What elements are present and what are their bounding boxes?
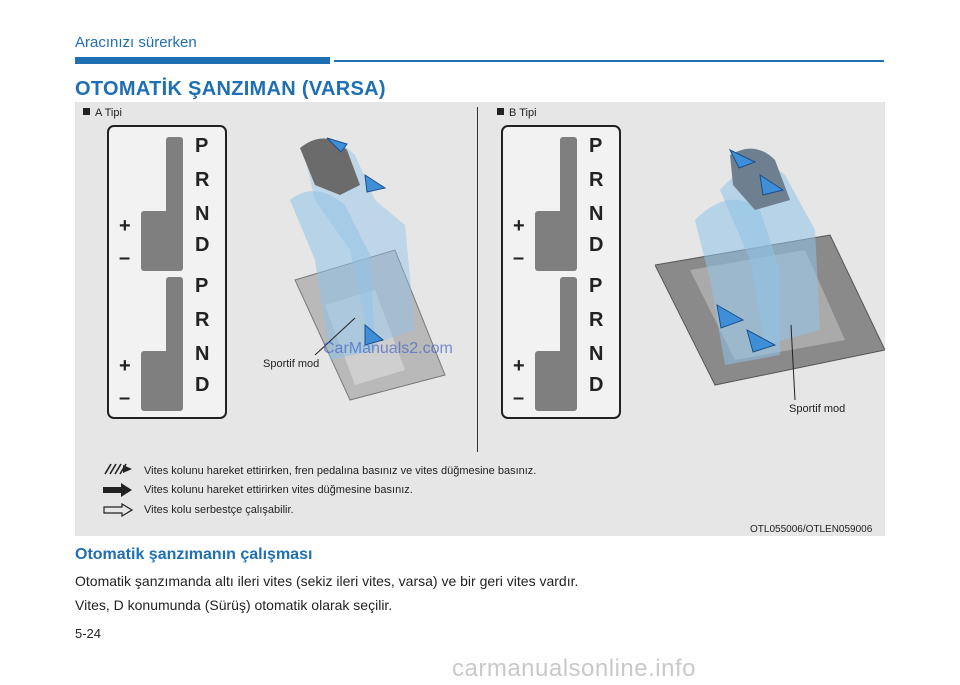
type-a-label-text: A Tipi [95,107,122,119]
minus-sign: – [513,247,525,269]
shift-pattern-panel-a [107,125,227,419]
minus-sign: – [119,387,131,409]
shift-gate [535,211,577,271]
watermark-text: CarManuals2.com [323,340,453,357]
plus-sign: + [513,215,525,237]
outline-arrow-icon [103,503,133,517]
plus-sign: + [119,215,131,237]
header-rule [334,60,884,62]
gear-d: D [589,234,604,256]
body-paragraph: Otomatik şanzımanda altı ileri vites (sekiz ileri vites, varsa) ve bir geri vites vardır. [75,573,579,589]
gear-n: N [195,203,210,225]
square-bullet-icon [83,108,90,115]
gear-r: R [589,169,604,191]
lever-knob [300,138,360,195]
legend-item: Vites kolunu hareket ettirirken, fren pedalına basınız ve vites düğmesine basınız. [144,465,537,477]
gear-n: N [589,343,604,365]
legend-item: Vites kolu serbestçe çalışabilir. [144,504,294,516]
gear-r: R [589,309,604,331]
shift-pattern-panel-b [501,125,621,419]
type-a-label [83,107,122,119]
solid-arrow-icon [103,483,133,497]
page-title: OTOMATİK ŞANZIMAN (VARSA) [75,78,386,100]
shift-gate [141,211,183,271]
gear-p: P [195,275,209,297]
callout-sport-mode-a: Sportif mod [263,358,320,370]
section-header: Aracınızı sürerken [75,34,197,51]
legend-item: Vites kolunu hareket ettirirken vites düğmesine basınız. [144,484,413,496]
gear-d: D [195,234,210,256]
hatched-arrow-icon [103,463,133,475]
shift-lever-illustration-b [655,140,885,400]
gear-p: P [589,135,603,157]
square-bullet-icon [497,108,504,115]
header-bar [75,57,330,64]
gear-d: D [589,374,604,396]
plus-sign: + [513,355,525,377]
gear-n: N [195,343,210,365]
shift-gate [141,351,183,411]
plus-sign: + [119,355,131,377]
callout-sport-mode-b: Sportif mod [789,403,846,415]
body-paragraph: Vites, D konumunda (Sürüş) otomatik olarak seçilir. [75,597,393,613]
figure-divider [477,107,478,452]
footer-watermark: carmanualsonline.info [452,655,696,682]
gear-d: D [195,374,210,396]
figure-code: OTL055006/OTLEN059006 [750,524,873,535]
blue-arrow-icon [365,175,385,192]
type-b-label [497,107,537,119]
gear-r: R [195,169,210,191]
minus-sign: – [513,387,525,409]
gear-r: R [195,309,210,331]
type-b-label-text: B Tipi [509,107,537,119]
shift-gate [535,351,577,411]
gear-p: P [195,135,209,157]
gear-p: P [589,275,603,297]
page-number: 5-24 [75,626,102,641]
section-subtitle: Otomatik şanzımanın çalışması [75,546,313,563]
minus-sign: – [119,247,131,269]
gear-n: N [589,203,604,225]
